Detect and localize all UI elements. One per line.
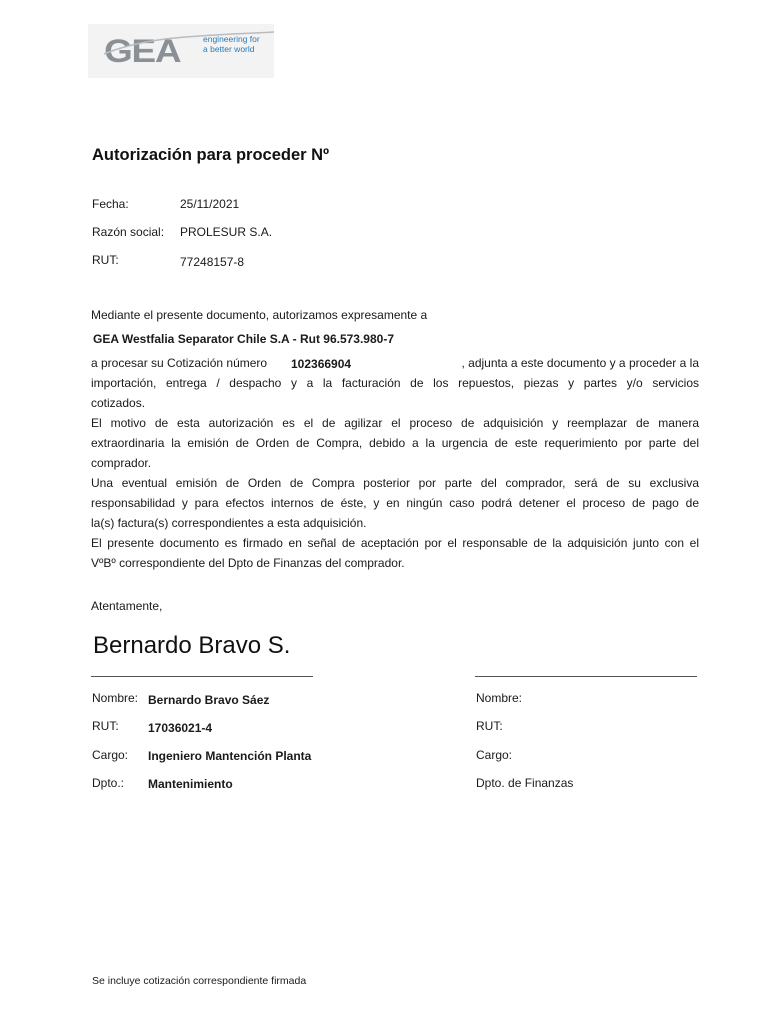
intro-line: Mediante el presente documento, autorizamos expresamente a — [91, 308, 428, 322]
body-line: importación, entrega / despacho y a la facturación de los repuestos, piezas y partes y/o servicios — [91, 376, 699, 390]
svg-text:a better world: a better world — [203, 44, 255, 54]
fecha-value: 25/11/2021 — [180, 197, 240, 211]
body-line: extraordinaria la emisión de Orden de Compra, debido a la urgencia de este requerimiento por parte del — [91, 436, 699, 450]
finance-signature-line — [475, 676, 697, 677]
fecha-label: Fecha: — [92, 197, 129, 211]
body-line: responsabilidad y para efectos internos de éste, y en ningún caso podrá detener el proceso de pago de — [91, 496, 699, 510]
handwritten-signature: Bernardo Bravo S. — [93, 632, 291, 659]
buyer-dpto-value: Mantenimiento — [148, 777, 233, 791]
razon-social-value: PROLESUR S.A. — [180, 225, 273, 239]
body-line: El motivo de esta autorización es el de agilizar el proceso de adquisición y reemplazar de manera — [91, 416, 699, 430]
finance-cargo-label: Cargo: — [476, 748, 513, 762]
rut-value: 77248157-8 — [180, 255, 245, 269]
finance-rut-label: RUT: — [476, 719, 503, 733]
buyer-name-label: Nombre: — [92, 691, 139, 705]
body-line: Una eventual emisión de Orden de Compra posterior por parte del comprador, será de su exclusiva — [91, 476, 699, 490]
body-paragraph — [91, 353, 699, 573]
company-line: GEA Westfalia Separator Chile S.A - Rut 96.573.980-7 — [93, 332, 394, 346]
quote-line — [91, 353, 699, 373]
buyer-signature-line — [91, 676, 313, 677]
buyer-rut-value: 17036021-4 — [148, 721, 213, 735]
buyer-name-value: Bernardo Bravo Sáez — [148, 693, 270, 707]
gea-logo-icon — [88, 24, 274, 78]
finance-dpto-label: Dpto. de Finanzas — [476, 776, 574, 790]
body-line: cotizados. — [91, 396, 146, 410]
closing-text: Atentamente, — [91, 599, 163, 613]
razon-social-label: Razón social: — [92, 225, 165, 239]
buyer-cargo-value: Ingeniero Mantención Planta — [148, 749, 312, 763]
footer-note: Se incluye cotización correspondiente firmada — [92, 975, 307, 987]
document-title: Autorización para proceder Nº — [92, 146, 330, 164]
finance-name-label: Nombre: — [476, 691, 523, 705]
intro-text — [91, 305, 699, 325]
body-line: la(s) factura(s) correspondientes a esta adquisición. — [91, 516, 367, 530]
buyer-rut-label: RUT: — [92, 719, 119, 733]
rut-label: RUT: — [92, 253, 119, 267]
quote-number: 102366904 — [291, 357, 352, 371]
buyer-dpto-label: Dpto.: — [92, 776, 125, 790]
body-line: comprador. — [91, 456, 152, 470]
svg-text:GEA: GEA — [104, 34, 181, 70]
buyer-cargo-label: Cargo: — [92, 748, 129, 762]
quote-suffix: , adjunta a este documento y a proceder a la — [461, 356, 699, 370]
svg-text:engineering for: engineering for — [203, 34, 260, 44]
body-line: El presente documento es firmado en señal de aceptación por el responsable de la adquisición junto con el — [91, 536, 699, 550]
body-line: VºBº correspondiente del Dpto de Finanzas del comprador. — [91, 556, 405, 570]
quote-prefix: a procesar su Cotización número — [91, 356, 268, 370]
company-logo — [88, 24, 274, 78]
